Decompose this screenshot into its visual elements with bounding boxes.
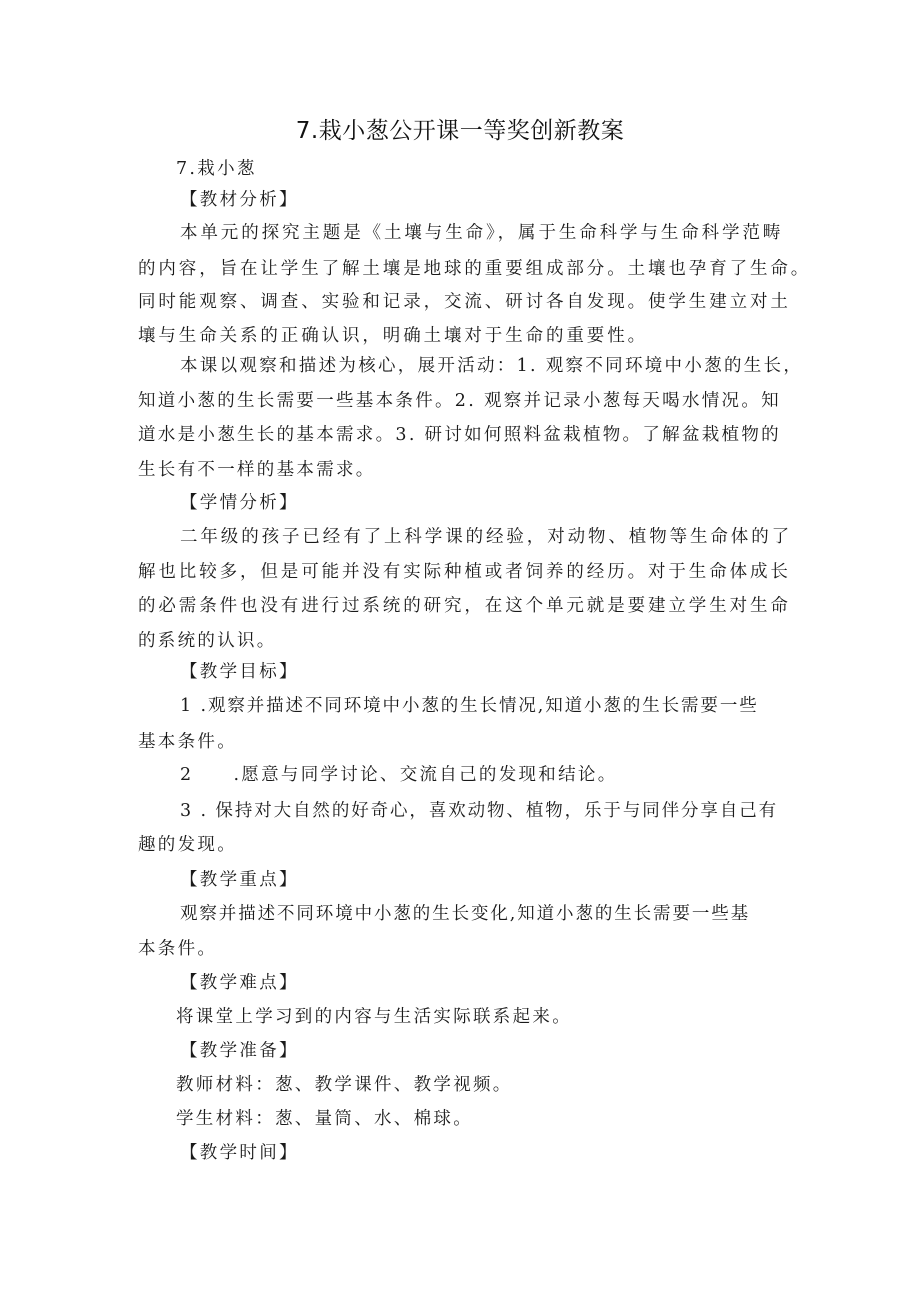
- objective-item-2: [180, 764, 618, 786]
- paragraph-line: 道水是小葱生长的基本需求。3. 研讨如何照料盆栽植物。了解盆栽植物的: [138, 425, 781, 445]
- paragraph-line: 的必需条件也没有进行过系统的研究，在这个单元就是要建立学生对生命: [138, 596, 791, 616]
- heading-time: 【教学时间】: [180, 1143, 299, 1163]
- paragraph-line: 本课以观察和描述为核心，展开活动：1. 观察不同环境中小葱的生长，: [180, 356, 804, 376]
- heading-material-analysis: 【教材分析】: [180, 190, 299, 210]
- document-title: 7.栽小葱公开课一等奖创新教案: [295, 118, 625, 144]
- heading-difficulties: 【教学难点】: [180, 973, 299, 993]
- paragraph-line: 观察并描述不同环境中小葱的生长变化,知道小葱的生长需要一些基: [180, 904, 751, 924]
- heading-key-points: 【教学重点】: [180, 870, 299, 890]
- heading-objectives: 【教学目标】: [180, 662, 299, 682]
- paragraph-line: 同时能观察、调查、实验和记录，交流、研讨各自发现。使学生建立对土: [138, 292, 791, 312]
- heading-preparation: 【教学准备】: [180, 1041, 299, 1061]
- objective-item-2-number: 2: [180, 765, 194, 785]
- teacher-materials: 教师材料：葱、教学课件、教学视频。: [176, 1075, 513, 1095]
- paragraph-line: 壤与生命关系的正确认识，明确土壤对于生命的重要性。: [138, 326, 648, 346]
- paragraph-line: 本条件。: [138, 939, 218, 959]
- paragraph-line: 知道小葱的生长需要一些基本条件。2. 观察并记录小葱每天喝水情况。知: [138, 391, 781, 411]
- objective-item-2-text: .愿意与同学讨论、交流自己的发现和结论。: [233, 765, 618, 785]
- paragraph-line: 的内容，旨在让学生了解土壤是地球的重要组成部分。土壤也孕育了生命。: [138, 259, 812, 279]
- objective-item-1: 1 .观察并描述不同环境中小葱的生长情况,知道小葱的生长需要一些: [180, 696, 759, 716]
- objective-item-3-cont: 趣的发现。: [138, 835, 237, 855]
- objective-item-1-cont: 基本条件。: [138, 732, 237, 752]
- paragraph-line: 解也比较多，但是可能并没有实际种植或者饲养的经历。对于生命体成长: [138, 562, 791, 582]
- lesson-subtitle: 7.栽小葱: [176, 159, 257, 179]
- objective-item-3: 3 . 保持对大自然的好奇心，喜欢动物、植物，乐于与同伴分享自己有: [180, 801, 779, 821]
- paragraph-line: 二年级的孩子已经有了上科学课的经验，对动物、植物等生命体的了: [180, 527, 792, 547]
- heading-learner-analysis: 【学情分析】: [180, 493, 299, 513]
- paragraph-line: 本单元的探究主题是《土壤与生命》，属于生命科学与生命科学范畴: [180, 223, 784, 243]
- paragraph-line: 将课堂上学习到的内容与生活实际联系起来。: [176, 1007, 572, 1027]
- paragraph-line: 的系统的认识。: [138, 631, 277, 651]
- paragraph-line: 生长有不一样的基本需求。: [138, 460, 376, 480]
- student-materials: 学生材料：葱、量筒、水、棉球。: [176, 1109, 473, 1129]
